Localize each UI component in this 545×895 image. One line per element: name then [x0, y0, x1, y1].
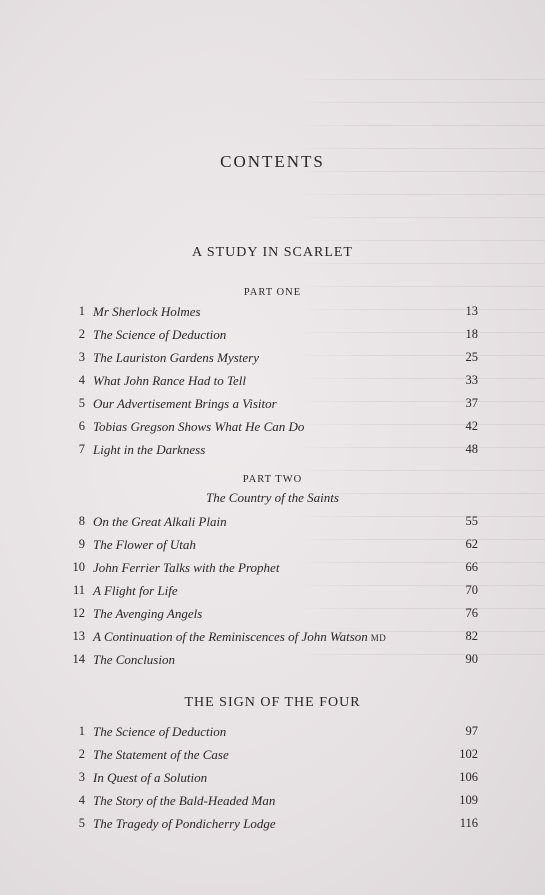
toc-row: [0, 766, 545, 789]
chapter-title: [93, 743, 229, 766]
chapter-number: 4: [78, 373, 85, 387]
chapter-title: [93, 438, 205, 461]
chapter-number: 12: [72, 606, 85, 620]
part-one-label: PART ONE: [243, 287, 302, 298]
chapter-title: [93, 392, 277, 415]
chapter-title-text: On the Great Alkali Plain: [93, 514, 227, 529]
toc-row: [0, 392, 545, 415]
toc-row: [0, 648, 545, 671]
page-number: 97: [465, 724, 478, 738]
chapter-title-text: Mr Sherlock Holmes: [93, 304, 201, 319]
chapter-title-text: The Story of the Bald-Headed Man: [93, 793, 276, 808]
chapter-title-text: The Tragedy of Pondicherry Lodge: [93, 816, 276, 831]
chapter-title: [93, 415, 304, 438]
section-title-study: A STUDY IN SCARLET: [192, 245, 353, 260]
chapter-number: 4: [78, 793, 85, 807]
chapter-title: [93, 346, 259, 369]
toc-row: [0, 300, 545, 323]
chapter-title-text: Tobias Gregson Shows What He Can Do: [93, 419, 305, 434]
toc-row: [0, 602, 545, 625]
page-number: 102: [459, 747, 478, 761]
toc-row: [0, 323, 545, 346]
chapter-number: 7: [78, 442, 85, 456]
chapter-number: 10: [72, 560, 85, 574]
chapter-title-text: A Flight for Life: [93, 583, 178, 598]
toc-row: [0, 579, 545, 602]
chapter-title-suffix: MD: [370, 633, 387, 643]
chapter-number: 3: [78, 770, 85, 784]
chapter-title-text: The Avenging Angels: [93, 606, 203, 621]
chapter-number: 5: [78, 396, 85, 410]
chapter-number: 1: [78, 724, 85, 738]
chapter-title: [93, 369, 246, 392]
chapter-number: 11: [72, 583, 85, 597]
part-two-label: PART TWO: [242, 474, 303, 485]
chapter-title: [93, 579, 178, 602]
page-number: 55: [465, 514, 478, 528]
page-number: 66: [465, 560, 478, 574]
toc-row: [0, 789, 545, 812]
toc-row: [0, 415, 545, 438]
chapter-title: [93, 300, 201, 323]
chapter-title: [93, 789, 275, 812]
toc-row: [0, 533, 545, 556]
chapter-title-text: John Ferrier Talks with the Prophet: [93, 560, 280, 575]
chapter-number: 8: [78, 514, 85, 528]
chapter-number: 13: [72, 629, 85, 643]
chapter-number: 1: [78, 304, 85, 318]
chapter-title: [93, 648, 175, 671]
chapter-number: 6: [78, 419, 85, 433]
chapter-title-text: The Conclusion: [93, 652, 175, 667]
chapter-number: 9: [78, 537, 85, 551]
page-number: 116: [459, 816, 478, 830]
chapter-title: [93, 812, 276, 835]
chapter-title: [93, 510, 227, 533]
page-title: CONTENTS: [220, 152, 325, 171]
chapter-title: [93, 766, 207, 789]
page-number: 109: [459, 793, 478, 807]
page-number: 42: [465, 419, 478, 433]
page-number: 82: [465, 629, 478, 643]
page-number: 13: [465, 304, 478, 318]
toc-row: [0, 720, 545, 743]
chapter-title-text: Light in the Darkness: [93, 442, 206, 457]
chapter-number: 3: [78, 350, 85, 364]
page-number: 90: [465, 652, 478, 666]
chapter-title-text: The Statement of the Case: [93, 747, 229, 762]
page-number: 33: [465, 373, 478, 387]
chapter-title-text: Our Advertisement Brings a Visitor: [93, 396, 277, 411]
toc-row: [0, 743, 545, 766]
toc-row: [0, 438, 545, 461]
toc-row: [0, 346, 545, 369]
chapter-title: [93, 720, 226, 743]
part-two-subtitle: The Country of the Saints: [206, 490, 339, 505]
sign-chapter-list: [0, 720, 545, 835]
chapter-title-text: The Flower of Utah: [93, 537, 196, 552]
page-number: 70: [465, 583, 478, 597]
toc-row: [0, 625, 545, 648]
chapter-title: [93, 556, 279, 579]
chapter-title-text: The Lauriston Gardens Mystery: [93, 350, 259, 365]
part-one-chapter-list: [0, 300, 545, 461]
toc-row: [0, 812, 545, 835]
toc-row: [0, 510, 545, 533]
chapter-number: 14: [72, 652, 85, 666]
chapter-title: [93, 533, 196, 556]
page-number: 76: [465, 606, 478, 620]
chapter-number: 5: [78, 816, 85, 830]
page-number: 37: [465, 396, 478, 410]
section-title-sign: THE SIGN OF THE FOUR: [184, 695, 361, 710]
page-number: 18: [465, 327, 478, 341]
chapter-number: 2: [78, 747, 85, 761]
chapter-title-text: The Science of Deduction: [93, 327, 227, 342]
toc-row: [0, 556, 545, 579]
page-number: 62: [465, 537, 478, 551]
part-two-chapter-list: [0, 510, 545, 671]
page-number: 48: [465, 442, 478, 456]
chapter-title: [93, 323, 226, 346]
chapter-title-text: What John Rance Had to Tell: [93, 373, 246, 388]
chapter-title: [93, 602, 202, 625]
chapter-title-text: A Continuation of the Reminiscences of John Watson: [93, 629, 368, 644]
page-number: 25: [465, 350, 478, 364]
toc-row: [0, 369, 545, 392]
chapter-title-text: In Quest of a Solution: [93, 770, 208, 785]
chapter-title: [93, 625, 386, 650]
chapter-title-text: The Science of Deduction: [93, 724, 227, 739]
page-number: 106: [459, 770, 478, 784]
chapter-number: 2: [78, 327, 85, 341]
